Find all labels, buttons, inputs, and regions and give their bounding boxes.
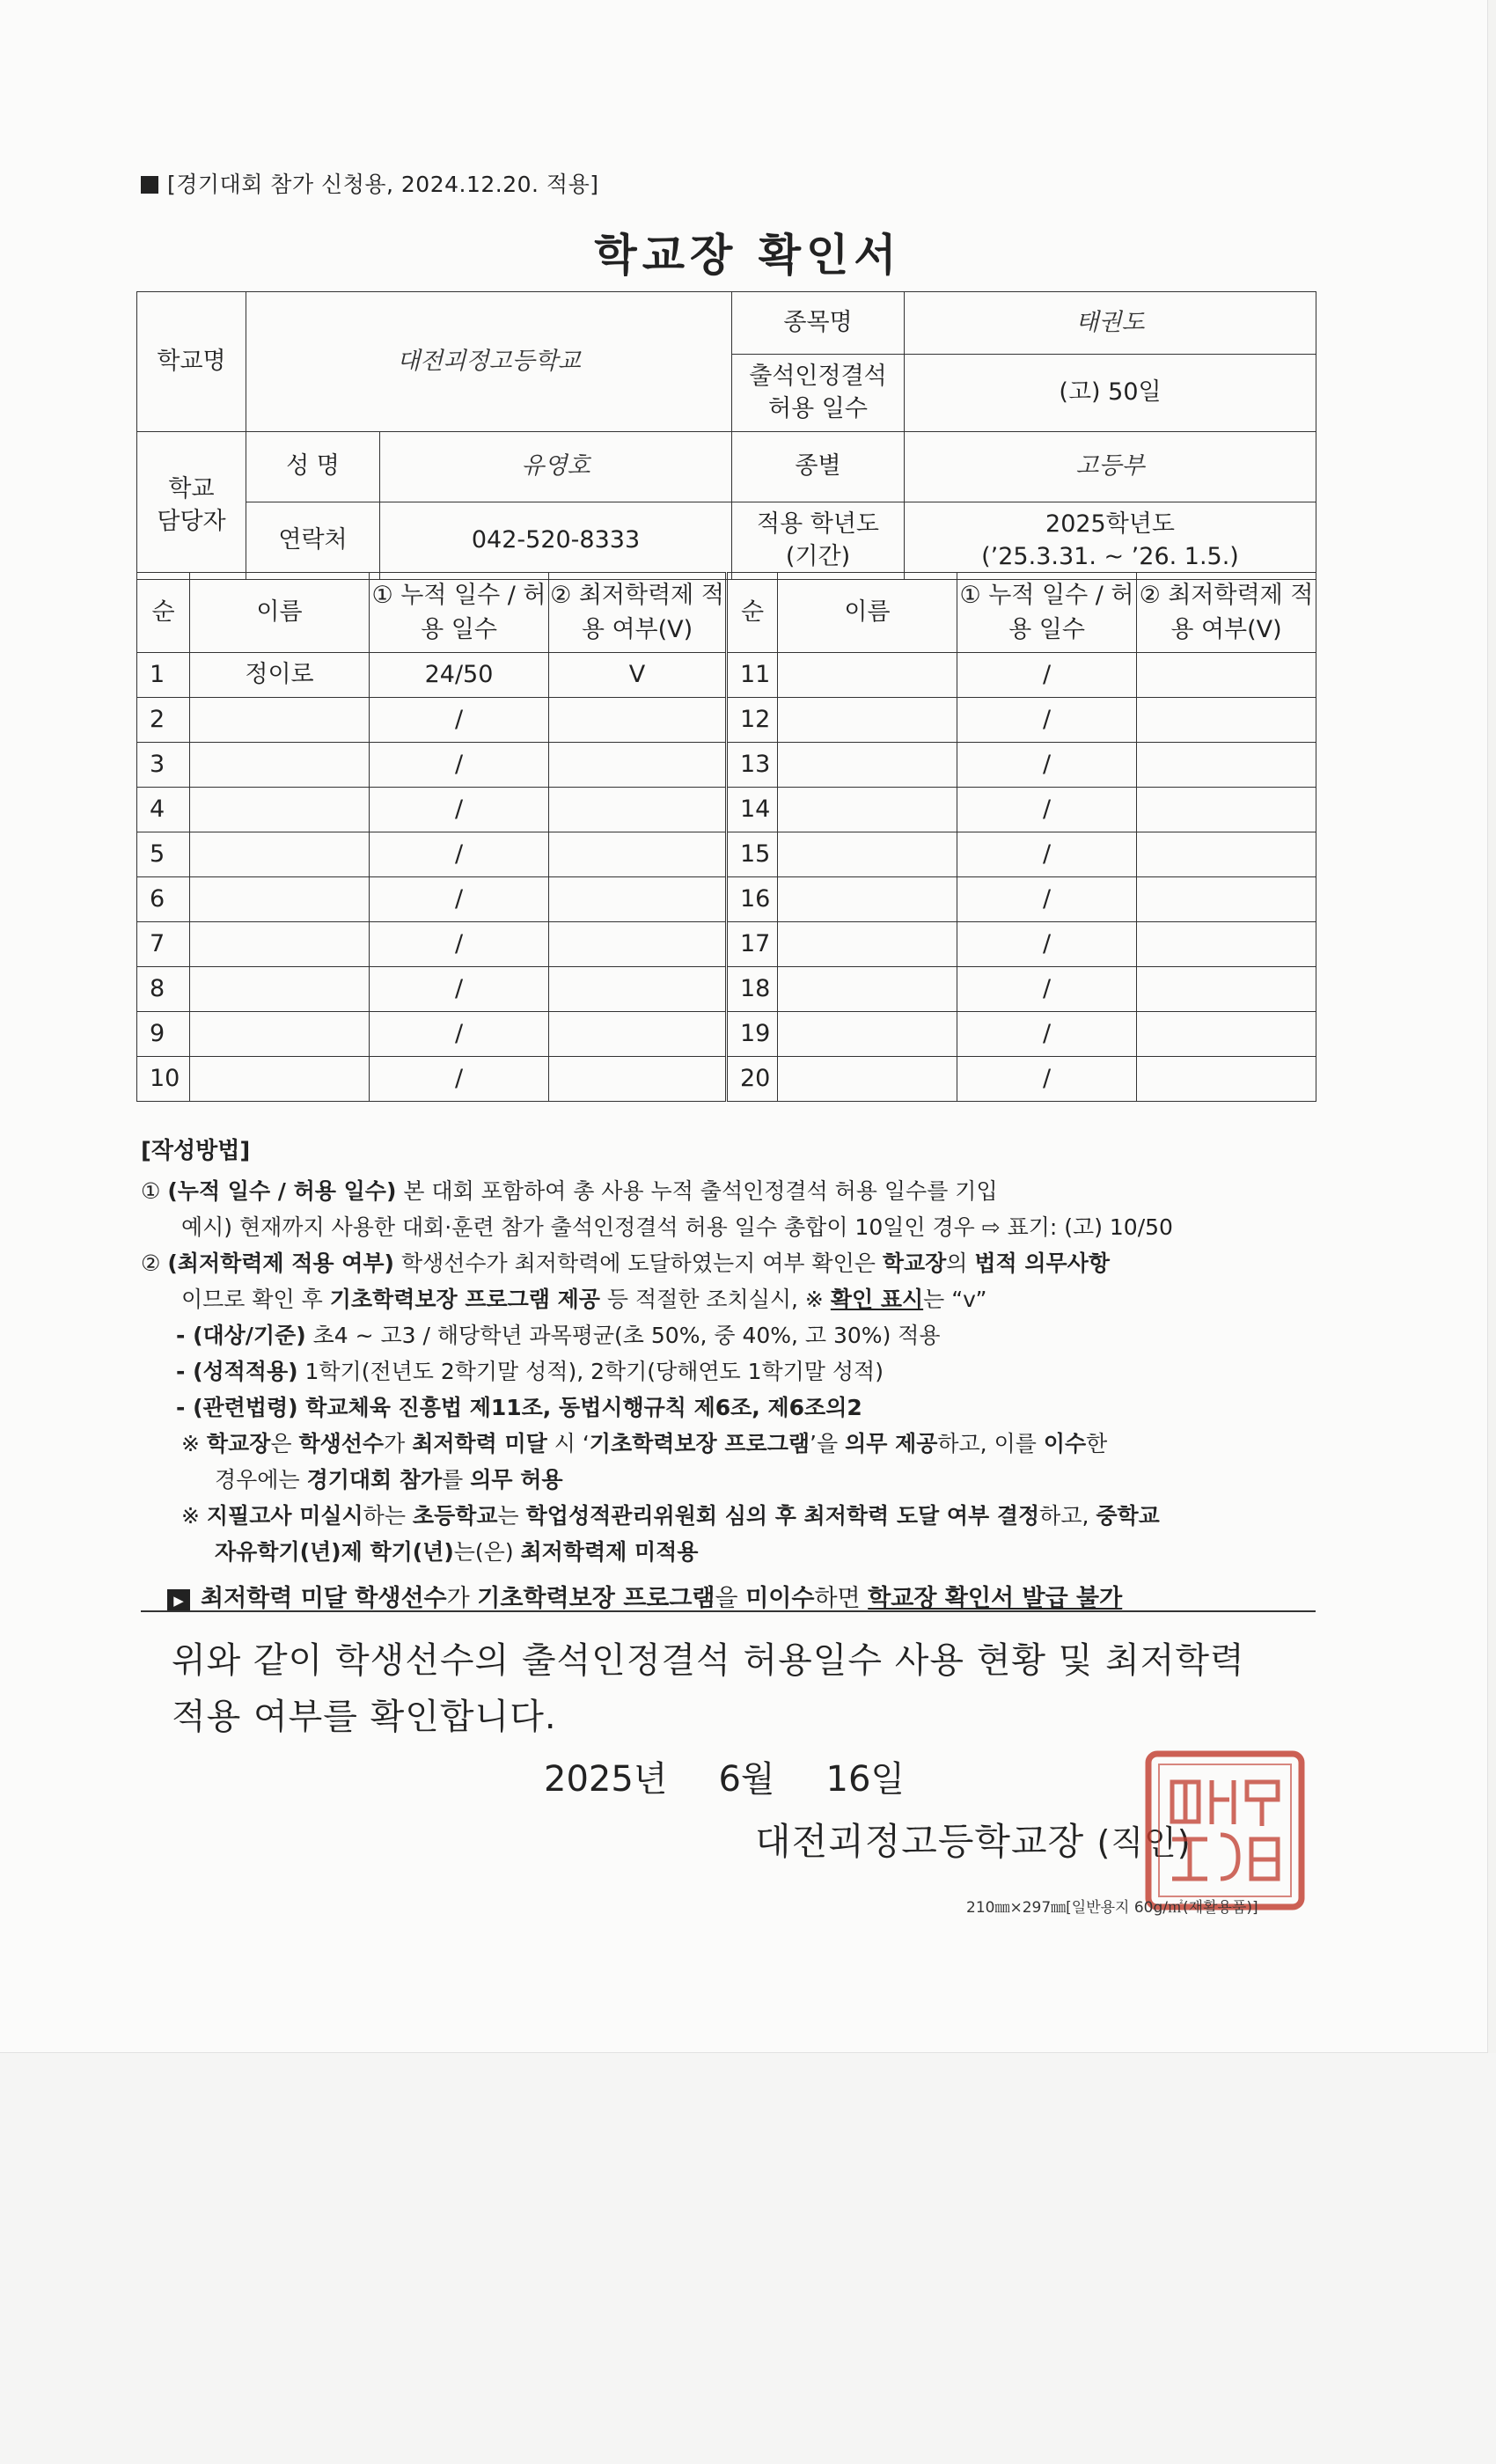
name-value: 유영호 (380, 432, 732, 502)
header-note: [경기대회 참가 신청용, 2024.12.20. 적용] (141, 167, 598, 199)
name-label: 성 명 (246, 432, 380, 502)
contact-label: 학교 담당자 (137, 432, 246, 580)
cell-days: / (957, 1057, 1137, 1102)
table-row (137, 743, 1316, 788)
cell-days: / (957, 1012, 1137, 1057)
school-value: 대전괴정고등학교 (246, 292, 732, 432)
cell-min (1137, 698, 1316, 743)
cell-min (549, 1057, 727, 1102)
cell-name (190, 922, 370, 967)
date-year: 2025년 (544, 1759, 668, 1800)
cell-days: / (957, 832, 1137, 877)
table-row (137, 1057, 1316, 1102)
cell-days: / (370, 698, 549, 743)
cell-no: 7 (137, 922, 190, 967)
cell-name (778, 967, 957, 1012)
instruction-line: - (관련법령) 학교체육 진흥법 제11조, 동법시행규칙 제6조, 제6조의2 (176, 1395, 862, 1420)
col-name-left: 이름 (190, 573, 370, 653)
confirmation-line-2: 적용 여부를 확인합니다. (172, 1697, 557, 1737)
cell-name (778, 1012, 957, 1057)
cell-no: 17 (727, 922, 778, 967)
cell-min (549, 967, 727, 1012)
cell-no: 20 (727, 1057, 778, 1102)
instruction-line: 자유학기(년)제 학기(년)는(은) 최저학력제 미적용 (215, 1539, 699, 1565)
cell-min (549, 832, 727, 877)
cell-days: / (957, 653, 1137, 698)
confirmation-line-1: 위와 같이 학생선수의 출석인정결석 허용일수 사용 현황 및 최저학력 (172, 1640, 1245, 1681)
cell-name (778, 832, 957, 877)
cell-name (190, 1012, 370, 1057)
cell-name (190, 788, 370, 832)
allow-label: 출석인정결석 허용 일수 (732, 355, 905, 432)
cell-no: 13 (727, 743, 778, 788)
phone-value: 042-520-8333 (380, 502, 732, 580)
issue-date (544, 1751, 905, 1801)
cell-no: 3 (137, 743, 190, 788)
cell-name (778, 653, 957, 698)
instruction-line: ① (누적 일수 / 허용 일수) 본 대회 포함하여 총 사용 누적 출석인정결석 허용 일수를 기입 (141, 1178, 998, 1204)
cell-name (778, 922, 957, 967)
cell-days: / (370, 743, 549, 788)
instruction-line: - (성적적용) 1학기(전년도 2학기말 성적), 2학기(당해연도 1학기말 성적) (176, 1359, 884, 1384)
cell-min (1137, 653, 1316, 698)
cell-no: 4 (137, 788, 190, 832)
official-seal-icon (1141, 1747, 1309, 1914)
phone-label: 연락처 (246, 502, 380, 580)
cell-name (190, 967, 370, 1012)
seal-note: (직인) (1096, 1823, 1192, 1862)
cell-name (190, 832, 370, 877)
event-label: 종목명 (732, 292, 905, 355)
page-title: 학교장 확인서 (594, 230, 902, 281)
confirmation-text (172, 1632, 1333, 1745)
cell-min (549, 877, 727, 922)
school-label: 학교명 (137, 292, 246, 432)
cell-days: / (957, 743, 1137, 788)
cell-min (1137, 1057, 1316, 1102)
cell-days: / (957, 698, 1137, 743)
cell-min (1137, 967, 1316, 1012)
allow-value: (고) 50일 (905, 355, 1316, 432)
cell-no: 12 (727, 698, 778, 743)
instruction-line: 경우에는 경기대회 참가를 의무 허용 (215, 1467, 563, 1492)
table-row (137, 1012, 1316, 1057)
table-row (137, 877, 1316, 922)
cell-min (549, 788, 727, 832)
divider (141, 1610, 1316, 1612)
cell-min (549, 922, 727, 967)
cell-min (549, 1012, 727, 1057)
cell-days: 24/50 (370, 653, 549, 698)
cell-name (778, 788, 957, 832)
col-no-left: 순 (137, 573, 190, 653)
info-table (136, 291, 1316, 580)
cell-name (778, 1057, 957, 1102)
cell-no: 11 (727, 653, 778, 698)
cell-no: 9 (137, 1012, 190, 1057)
instruction-line: ※ 학교장은 학생선수가 최저학력 미달 시 ‘기초학력보장 프로그램’을 의무 제공하고, 이를 이수한 (181, 1431, 1108, 1456)
cell-no: 2 (137, 698, 190, 743)
final-notice: ▶ 최저학력 미달 학생선수가 기초학력보장 프로그램을 미이수하면 학교장 확인서 발급 불가 (141, 1580, 1320, 1617)
cell-no: 5 (137, 832, 190, 877)
col-no-right: 순 (727, 573, 778, 653)
col-name-right: 이름 (778, 573, 957, 653)
table-row (137, 967, 1316, 1012)
cell-no: 6 (137, 877, 190, 922)
cell-name (190, 743, 370, 788)
instruction-line: 예시) 현재까지 사용한 대회·훈련 참가 출석인정결석 허용 일수 총합이 10일인 경우 ⇨ 표기: (고) 10/50 (181, 1214, 1173, 1240)
date-day: 16일 (825, 1759, 906, 1800)
cell-name (778, 698, 957, 743)
table-row (137, 832, 1316, 877)
year-value-line1: 2025학년도 (1045, 510, 1175, 539)
signer: 대전괴정고등학교장 (직인) (755, 1820, 1192, 1863)
table-row (137, 788, 1316, 832)
year-value-line2: (’25.3.31. ~ ’26. 1.5.) (981, 542, 1239, 570)
scan-margin (0, 2053, 1496, 2464)
cell-min: V (549, 653, 727, 698)
cell-name (778, 743, 957, 788)
instruction-line: ② (최저학력제 적용 여부) 학생선수가 최저학력에 도달하였는지 여부 확인은 학교장의 법적 의무사항 (141, 1250, 1111, 1276)
date-month: 6월 (718, 1759, 775, 1800)
cell-no: 10 (137, 1057, 190, 1102)
cell-min (1137, 922, 1316, 967)
cell-name (778, 877, 957, 922)
cell-no: 18 (727, 967, 778, 1012)
cell-min (1137, 877, 1316, 922)
cell-days: / (370, 877, 549, 922)
category-label: 종별 (732, 432, 905, 502)
cell-min (1137, 832, 1316, 877)
arrow-right-icon: ▶ (167, 1589, 190, 1612)
cell-min (549, 698, 727, 743)
instruction-line: - (대상/기준) 초4 ~ 고3 / 해당학년 과목평균(초 50%, 중 40%, 고 30%) 적용 (176, 1323, 941, 1348)
col-min-left: ② 최저학력제 적용 여부(V) (549, 573, 727, 653)
cell-no: 8 (137, 967, 190, 1012)
cell-days: / (370, 832, 549, 877)
cell-name (190, 1057, 370, 1102)
col-min-right: ② 최저학력제 적용 여부(V) (1137, 573, 1316, 653)
cell-min (1137, 788, 1316, 832)
table-row (137, 653, 1316, 698)
year-value (905, 502, 1316, 580)
cell-min (549, 743, 727, 788)
cell-days: / (370, 967, 549, 1012)
event-value: 태권도 (905, 292, 1316, 355)
cell-days: / (370, 1057, 549, 1102)
cell-days: / (957, 967, 1137, 1012)
cell-days: / (370, 1012, 549, 1057)
cell-days: / (957, 922, 1137, 967)
category-value: 고등부 (905, 432, 1316, 502)
cell-name (190, 698, 370, 743)
cell-days: / (370, 788, 549, 832)
cell-no: 19 (727, 1012, 778, 1057)
cell-no: 14 (727, 788, 778, 832)
table-row (137, 698, 1316, 743)
paper-spec-footer: 210㎜×297㎜[일반용지 60g/㎡(재활용품)] (966, 1899, 1258, 1917)
cell-no: 15 (727, 832, 778, 877)
instruction-line: 이므로 확인 후 기초학력보장 프로그램 제공 등 적절한 조치실시, ※ 확인 표시는 “v” (181, 1287, 987, 1312)
cell-no: 16 (727, 877, 778, 922)
instructions (141, 1133, 1320, 1617)
student-list-table (136, 572, 1316, 1102)
instructions-title: [작성방법] (141, 1138, 251, 1164)
year-label: 적용 학년도 (기간) (732, 502, 905, 580)
cell-days: / (957, 877, 1137, 922)
cell-name (190, 877, 370, 922)
table-row (137, 922, 1316, 967)
square-bullet-icon (141, 176, 158, 194)
col-days-left: ① 누적 일수 / 허용 일수 (370, 573, 549, 653)
cell-no: 1 (137, 653, 190, 698)
cell-min (1137, 1012, 1316, 1057)
instruction-line: ※ 지필고사 미실시하는 초등학교는 학업성적관리위원회 심의 후 최저학력 도달 여부 결정하고, 중학교 (181, 1503, 1160, 1529)
cell-days: / (957, 788, 1137, 832)
cell-days: / (370, 922, 549, 967)
cell-name: 정이로 (190, 653, 370, 698)
cell-min (1137, 743, 1316, 788)
col-days-right: ① 누적 일수 / 허용 일수 (957, 573, 1137, 653)
